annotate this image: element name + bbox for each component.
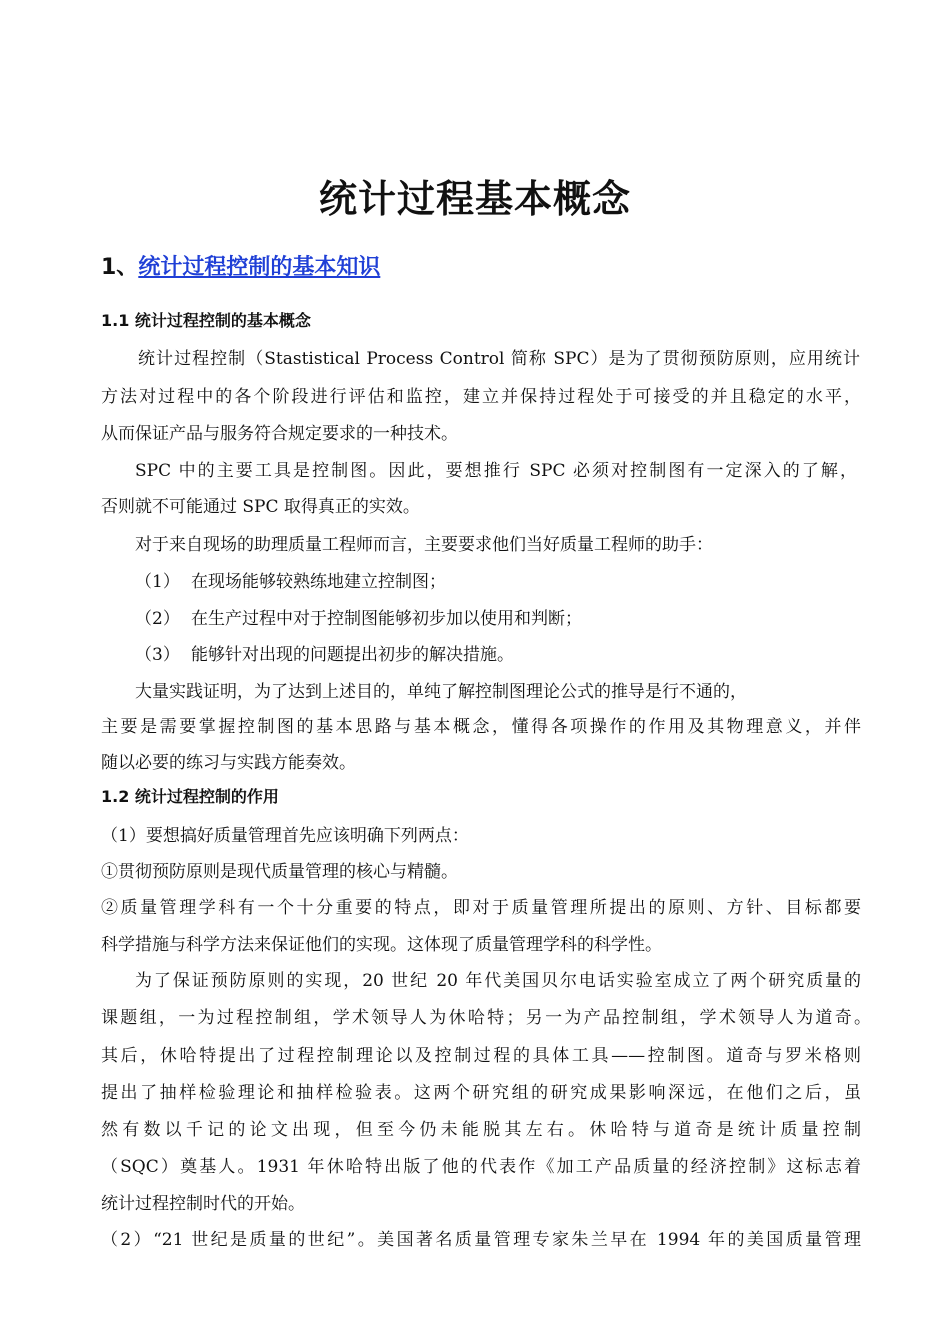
list-item (135, 567, 446, 592)
paragraph-line: 然有数以千记的论文出现，但至今仍未能脱其左右。休哈特与道奇是统计质量控制 (101, 1120, 861, 1140)
list-item-number: （1） (135, 572, 180, 592)
paragraph-line: 课题组，一为过程控制组，学术领导人为休哈特；另一为产品控制组，学术领导人为道奇。 (101, 1008, 871, 1028)
section-1-link[interactable]: 统计过程控制的基本知识 (138, 255, 381, 280)
paragraph-line: 为了保证预防原则的实现，20 世纪 20 年代美国贝尔电话实验室成立了两个研究质量的 (135, 971, 861, 991)
paragraph-line: 否则就不可能通过 SPC 取得真正的实效。 (101, 497, 420, 517)
paragraph-line: 从而保证产品与服务符合规定要求的一种技术。 (101, 424, 458, 444)
paragraph-line: ②质量管理学科有一个十分重要的特点，即对于质量管理所提出的原则、方针、目标都要 (101, 898, 861, 918)
list-item-text: 在现场能够较熟练地建立控制图； (191, 572, 446, 592)
paragraph-line: SPC 中的主要工具是控制图。因此，要想推行 SPC 必须对控制图有一定深入的了解， (135, 461, 857, 481)
section-1-number: 1、 (101, 255, 139, 280)
section-1-heading (101, 250, 380, 281)
paragraph-line: ①贯彻预防原则是现代质量管理的核心与精髓。 (101, 862, 458, 882)
document-title: 统计过程基本概念 (318, 177, 631, 221)
list-item-text: 在生产过程中对于控制图能够初步加以使用和判断； (191, 609, 582, 629)
paragraph-line: 方法对过程中的各个阶段进行评估和监控，建立并保持过程处于可接受的并且稳定的水平， (101, 387, 861, 407)
list-item-number: （2） (135, 609, 180, 629)
paragraph-line: 大量实践证明，为了达到上述目的，单纯了解控制图理论公式的推导是行不通的， (135, 682, 747, 702)
paragraph-line: （1）要想搞好质量管理首先应该明确下列两点： (101, 826, 469, 846)
paragraph-line: （2）“21 世纪是质量的世纪”。美国著名质量管理专家朱兰早在 1994 年的美国质量管理 (101, 1230, 861, 1250)
paragraph-line: 对于来自现场的助理质量工程师而言，主要要求他们当好质量工程师的助手： (135, 535, 713, 555)
paragraph-line: 随以必要的练习与实践方能奏效。 (101, 753, 356, 773)
list-item-number: （3） (135, 645, 180, 665)
paragraph-line: 统计过程控制时代的开始。 (101, 1194, 305, 1214)
list-item (135, 640, 514, 665)
list-item-text: 能够针对出现的问题提出初步的解决措施。 (191, 645, 514, 665)
subsection-1-2-heading: 1.2 统计过程控制的作用 (101, 787, 279, 806)
paragraph-line: 主要是需要掌握控制图的基本思路与基本概念，懂得各项操作的作用及其物理意义，并伴 (101, 717, 861, 737)
paragraph-line: 统计过程控制（Stastistical Process Control 简称 SPC）是为了贯彻预防原则，应用统计 (138, 349, 860, 369)
paragraph-line: 提出了抽样检验理论和抽样检验表。这两个研究组的研究成果影响深远，在他们之后，虽 (101, 1083, 861, 1103)
paragraph-line: （SQC）奠基人。1931 年休哈特出版了他的代表作《加工产品质量的经济控制》这标志着 (101, 1157, 861, 1177)
paragraph-line: 其后，休哈特提出了过程控制理论以及控制过程的具体工具——控制图。道奇与罗米格则 (101, 1046, 861, 1066)
list-item (135, 604, 582, 629)
paragraph-line: 科学措施与科学方法来保证他们的实现。这体现了质量管理学科的科学性。 (101, 935, 662, 955)
subsection-1-1-heading: 1.1 统计过程控制的基本概念 (101, 311, 311, 330)
